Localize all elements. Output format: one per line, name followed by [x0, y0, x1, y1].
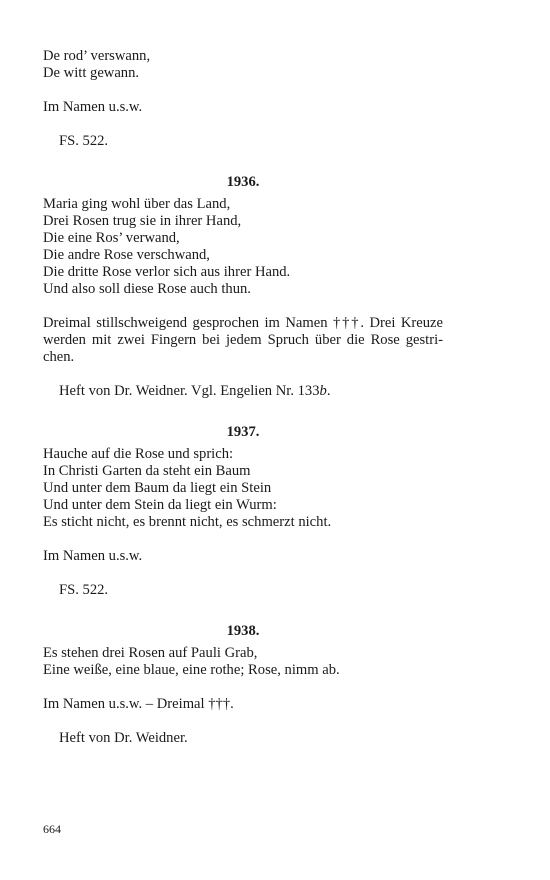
entry-1936: [43, 174, 443, 400]
page-body: [43, 48, 443, 747]
formula-line: Im Namen u.s.w.: [43, 548, 143, 564]
verse-fragment: [43, 48, 443, 82]
entry-number: 1938.: [226, 623, 260, 639]
source-reference: Heft von Dr. Weidner. Vgl. Engelien Nr. 133b.: [59, 383, 331, 399]
entry-1938: [43, 623, 443, 747]
verse-line: Die dritte Rose verlor sich aus ihrer Hand.: [43, 264, 291, 280]
verse-line: Die eine Ros’ verwand,: [43, 230, 180, 246]
verse-line: Drei Rosen trug sie in ihrer Hand,: [43, 213, 242, 229]
source-reference: Heft von Dr. Weidner.: [59, 730, 188, 746]
formula-line: Im Namen u.s.w.: [43, 99, 143, 115]
verse-line: Hauche auf die Rose und sprich:: [43, 446, 234, 462]
verse-line: De rod’ verswann,: [43, 48, 151, 64]
source-reference: FS. 522.: [59, 582, 109, 598]
verse-line: Und unter dem Baum da liegt ein Stein: [43, 480, 272, 496]
verse-line: Und unter dem Stein da liegt ein Wurm:: [43, 497, 277, 513]
note-line: chen.: [43, 349, 75, 365]
note-line: Dreimal stillschweigend gesprochen im Namen †††. Drei Kreuze: [43, 315, 443, 331]
verse-line: Maria ging wohl über das Land,: [43, 196, 231, 212]
note-line: werden mit zwei Fingern bei jedem Spruch über die Rose gestri-: [43, 332, 443, 348]
verse-line: Es stehen drei Rosen auf Pauli Grab,: [43, 645, 258, 661]
verse-line: De witt gewann.: [43, 65, 140, 81]
formula-line: Im Namen u.s.w. – Dreimal †††.: [43, 696, 234, 712]
verse-line: Es sticht nicht, es brennt nicht, es schmerzt nicht.: [43, 514, 332, 530]
verse-line: Und also soll diese Rose auch thun.: [43, 281, 251, 297]
entry-number: 1937.: [226, 424, 260, 440]
page-number: 664: [43, 822, 61, 836]
entry-1937: [43, 424, 443, 599]
source-reference: FS. 522.: [59, 133, 109, 149]
verse-line: Die andre Rose verschwand,: [43, 247, 210, 263]
verse-line: In Christi Garten da steht ein Baum: [43, 463, 251, 479]
verse-line: Eine weiße, eine blaue, eine rothe; Rose, nimm ab.: [43, 662, 340, 678]
entry-number: 1936.: [226, 174, 260, 190]
